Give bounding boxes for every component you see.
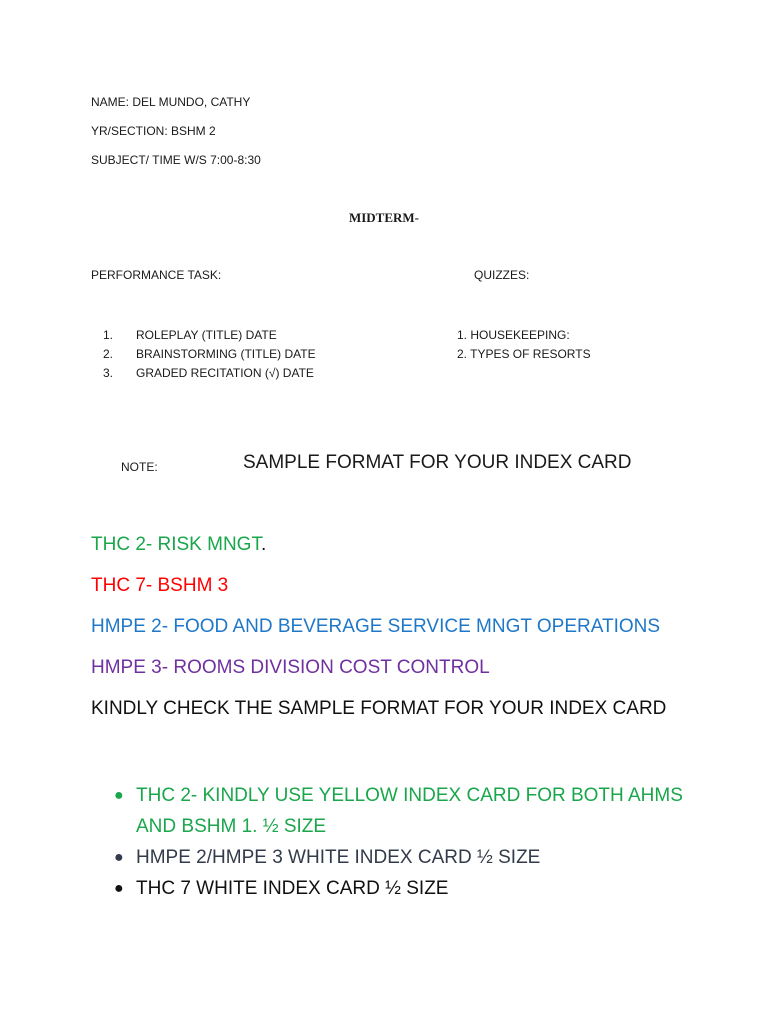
performance-task-label: PERFORMANCE TASK:: [91, 268, 222, 282]
performance-task-list: [91, 326, 316, 383]
subject-suffix: .: [260, 534, 267, 555]
list-number: 1.: [102, 328, 113, 342]
midterm-title: MIDTERM-: [348, 210, 420, 225]
bullet-text: THC 7 WHITE INDEX CARD ½ SIZE: [136, 878, 449, 899]
subject-text: THC 7- BSHM 3: [91, 575, 229, 596]
bullet-text: THC 2- KINDLY USE YELLOW INDEX CARD FOR BOTH AHMS AND BSHM 1. ½ SIZE: [136, 785, 683, 837]
subject-time: SUBJECT/ TIME W/S 7:00-8:30: [91, 153, 261, 167]
list-item: [91, 326, 316, 345]
subject-text: HMPE 2- FOOD AND BEVERAGE SERVICE MNGT OPERATIONS: [91, 616, 661, 637]
bullet-item: [114, 842, 714, 873]
bullet-icon: ●: [114, 849, 124, 866]
list-item: [457, 326, 591, 345]
bullet-icon: ●: [114, 880, 124, 897]
list-item: [91, 364, 316, 383]
note-label: NOTE:: [121, 460, 158, 474]
bullet-text: HMPE 2/HMPE 3 WHITE INDEX CARD ½ SIZE: [136, 847, 541, 868]
subject-line: [91, 575, 228, 597]
list-text: 1. HOUSEKEEPING:: [457, 328, 570, 342]
list-text: GRADED RECITATION (√) DATE: [136, 366, 314, 380]
subject-text: HMPE 3- ROOMS DIVISION COST CONTROL: [91, 657, 490, 678]
bullet-item: [114, 780, 714, 842]
bullet-item: [114, 873, 714, 904]
subject-line: [91, 534, 266, 556]
list-item: [457, 345, 591, 364]
quizzes-label: QUIZZES:: [474, 268, 530, 282]
year-section: YR/SECTION: BSHM 2: [91, 124, 216, 138]
instruction-line: KINDLY CHECK THE SAMPLE FORMAT FOR YOUR INDEX CARD: [91, 698, 667, 719]
subject-line: [91, 616, 660, 638]
list-text: 2. TYPES OF RESORTS: [457, 347, 591, 361]
subject-line: [91, 657, 490, 679]
student-name: NAME: DEL MUNDO, CATHY: [91, 95, 251, 109]
note-heading: SAMPLE FORMAT FOR YOUR INDEX CARD: [243, 452, 632, 473]
list-item: [91, 345, 316, 364]
bullet-list: [114, 780, 714, 904]
quizzes-list: [457, 326, 591, 364]
list-text: ROLEPLAY (TITLE) DATE: [136, 328, 277, 342]
list-number: 3.: [102, 366, 113, 380]
subject-text: THC 2- RISK MNGT: [91, 534, 261, 555]
bullet-icon: ●: [114, 787, 124, 804]
list-number: 2.: [102, 347, 113, 361]
list-text: BRAINSTORMING (TITLE) DATE: [136, 347, 316, 361]
